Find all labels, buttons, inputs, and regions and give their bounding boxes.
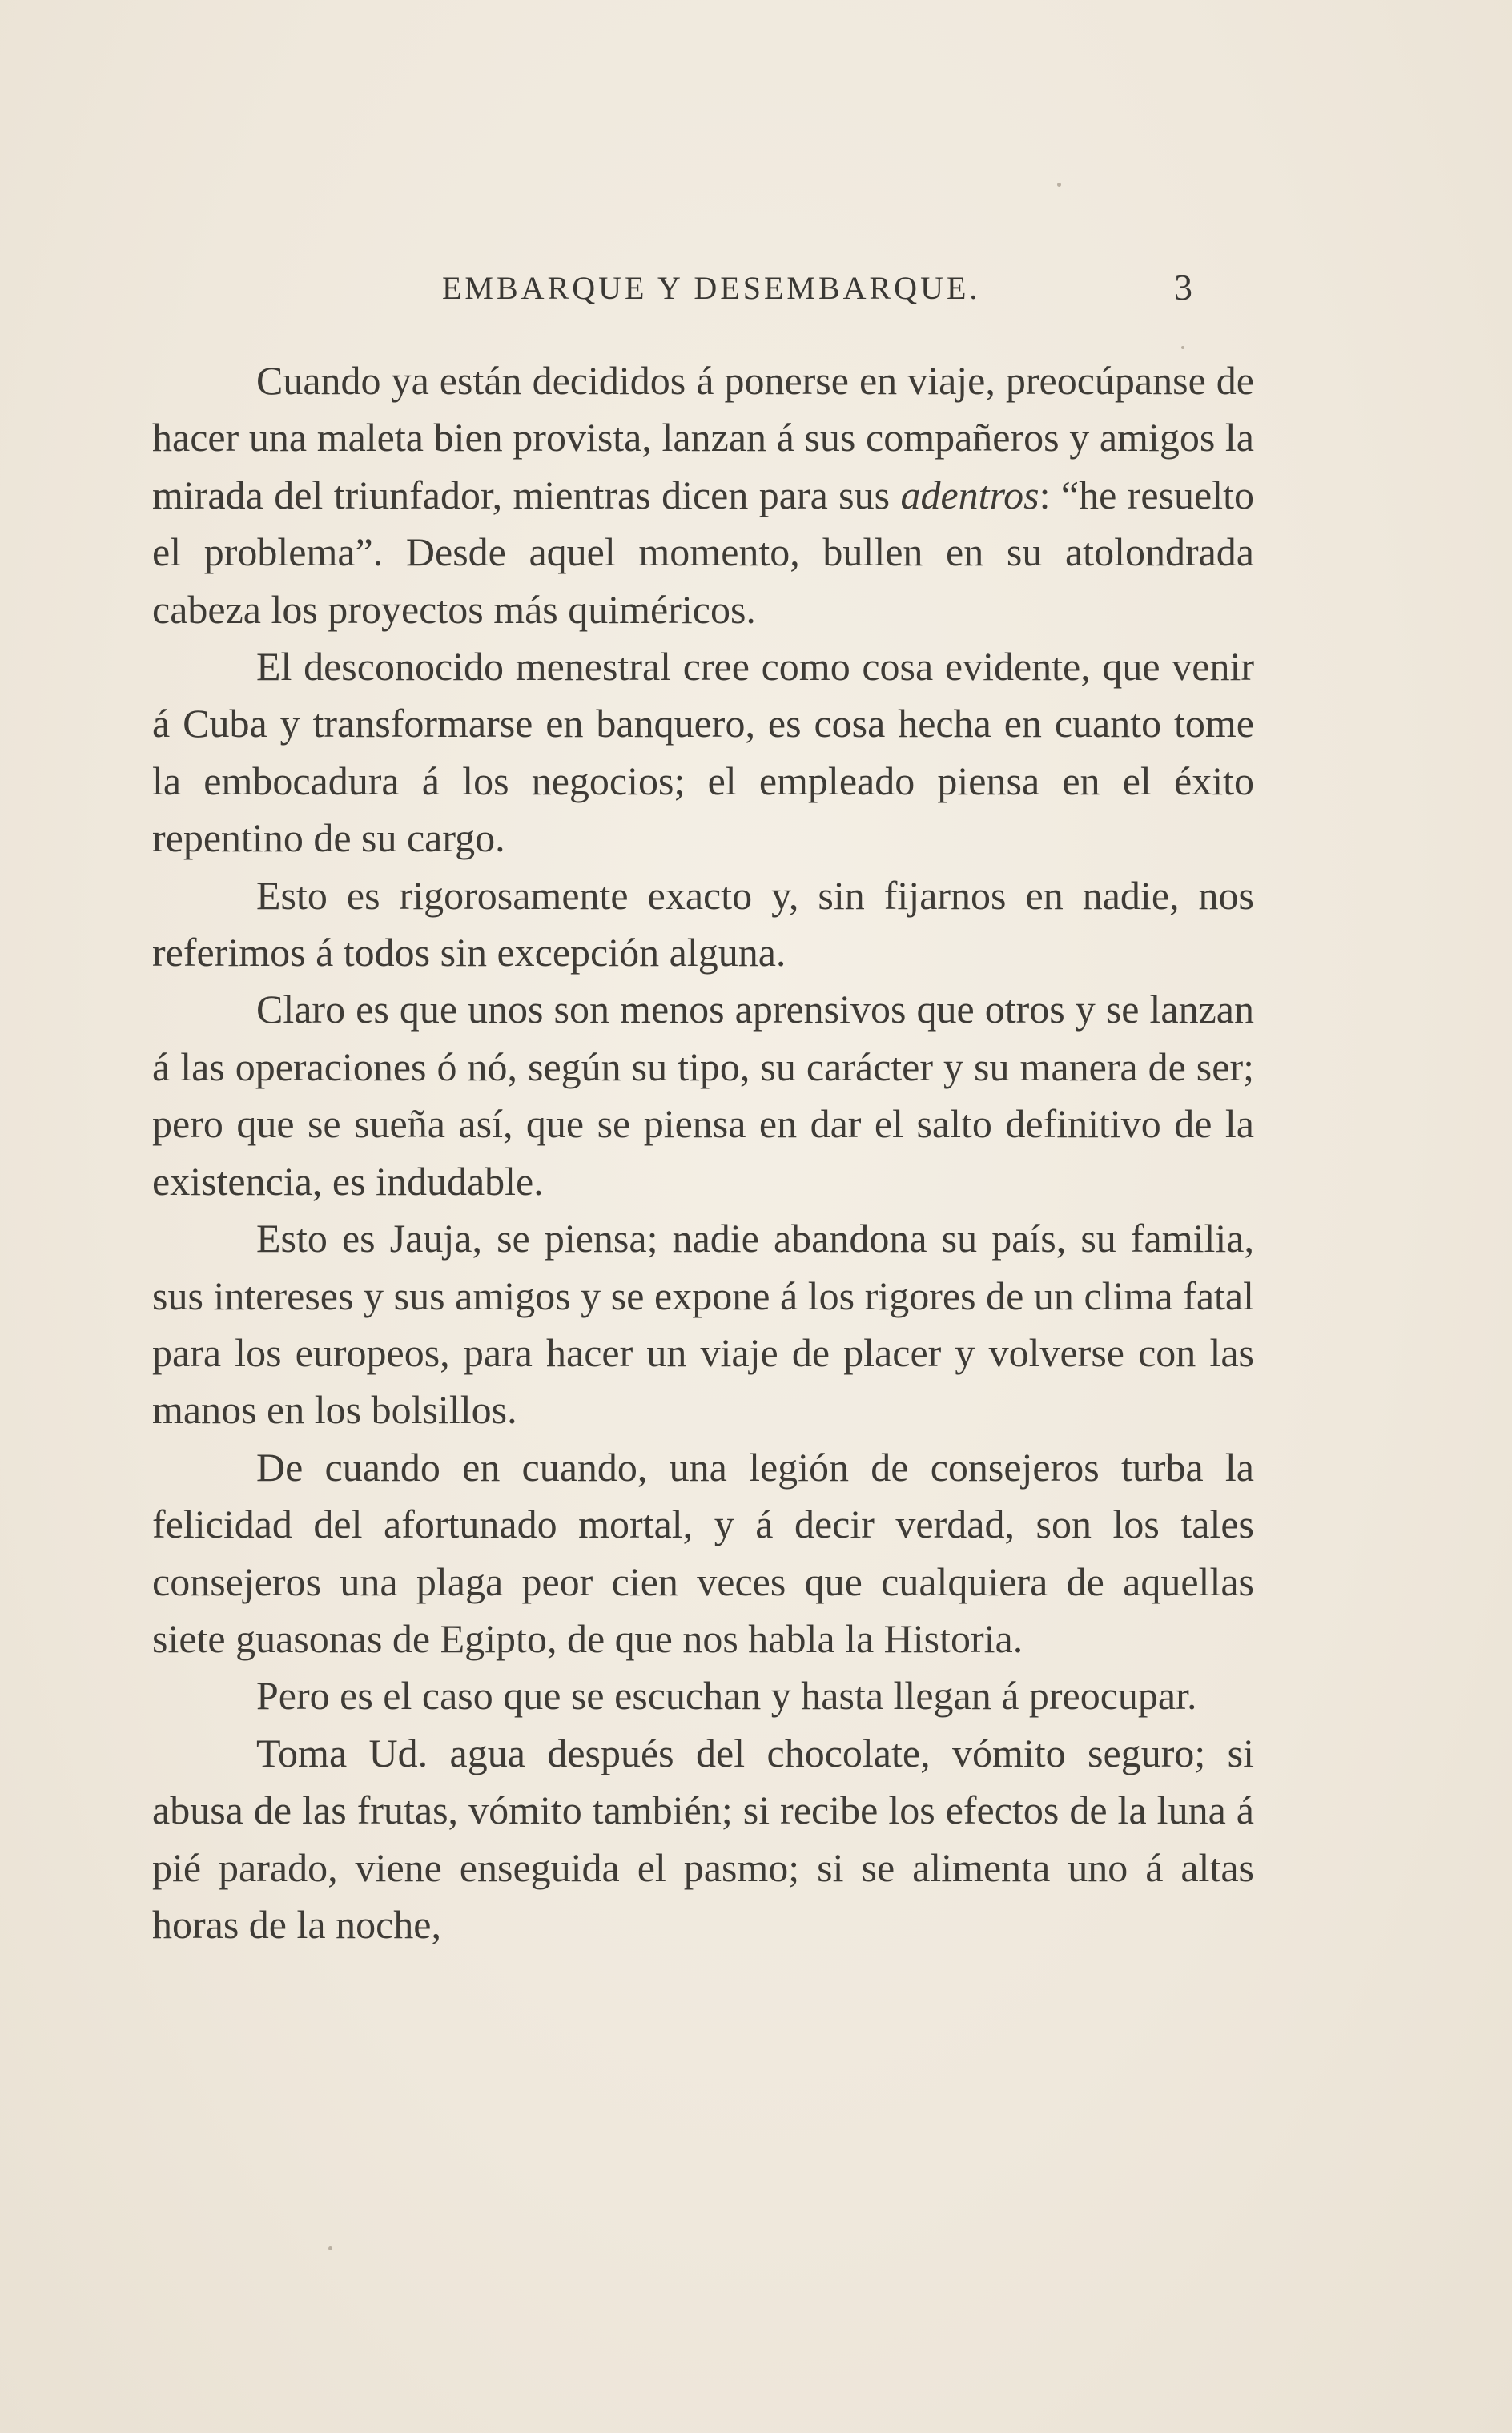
paragraph-7: Pero es el caso que se escuchan y hasta llegan á preocupar.: [256, 1673, 1197, 1719]
paragraph-3: Esto es rigorosamente exacto y, sin fijarnos en nadie, nos referimos á todos sin excepción alguna.: [152, 872, 1254, 975]
paragraph-1: [152, 352, 1254, 638]
paragraph-2: El desconocido menestral cree como cosa evidente, que venir á Cuba y transformarse en banquero, es cosa hecha en cuanto tome la embocadura á los negocios; el empleado piensa en el éxito repentino de su cargo.: [152, 644, 1254, 861]
running-title: EMBARQUE Y DESEMBARQUE.: [442, 270, 981, 306]
paragraph-6: De cuando en cuando, una legión de consejeros turba la felicidad del afortunado mortal, y á decir verdad, son los tales consejeros una plaga peor cien veces que cualquiera de aquellas siete guasonas de Egipto, de que nos habla la Historia.: [152, 1444, 1254, 1661]
paper-speck: [1057, 183, 1061, 187]
paper-speck: [328, 2246, 332, 2250]
paragraph-4: Claro es que unos son menos aprensivos que otros y se lanzan á las operaciones ó nó, según su tipo, su carácter y su manera de ser; pero que se sueña así, que se piensa en dar el salto definitivo de la existencia, es indudable.: [152, 987, 1254, 1204]
body-text: [152, 352, 1254, 1953]
page-number: 3: [1174, 267, 1192, 308]
paragraph-1-text-after: : “he resuelto el problema”. Desde aquel momento, bullen en su atolondrada cabeza los proyectos más quiméricos.: [152, 472, 1254, 632]
paragraph-1-text-before: Cuando ya están decididos á ponerse en viaje, preocúpanse de hacer una maleta bien provista, lanzan á sus compañeros y amigos la mirada del triunfador, mientras dicen para sus: [152, 358, 1254, 517]
paragraph-8: Toma Ud. agua después del chocolate, vómito seguro; si abusa de las frutas, vómito también; si recibe los efectos de la luna á pié parado, viene enseguida el pasmo; si se alimenta uno á altas horas de la noche,: [152, 1730, 1254, 1947]
paragraph-5: Esto es Jauja, se piensa; nadie abandona su país, su familia, sus intereses y sus amigos y se expone á los rigores de un clima fatal para los europeos, para hacer un viaje de placer y volverse con las manos en los bolsillos.: [152, 1216, 1254, 1433]
paper-speck: [1181, 346, 1184, 349]
running-head: [0, 269, 1512, 317]
emphasis-adentros: adentros: [900, 472, 1040, 517]
